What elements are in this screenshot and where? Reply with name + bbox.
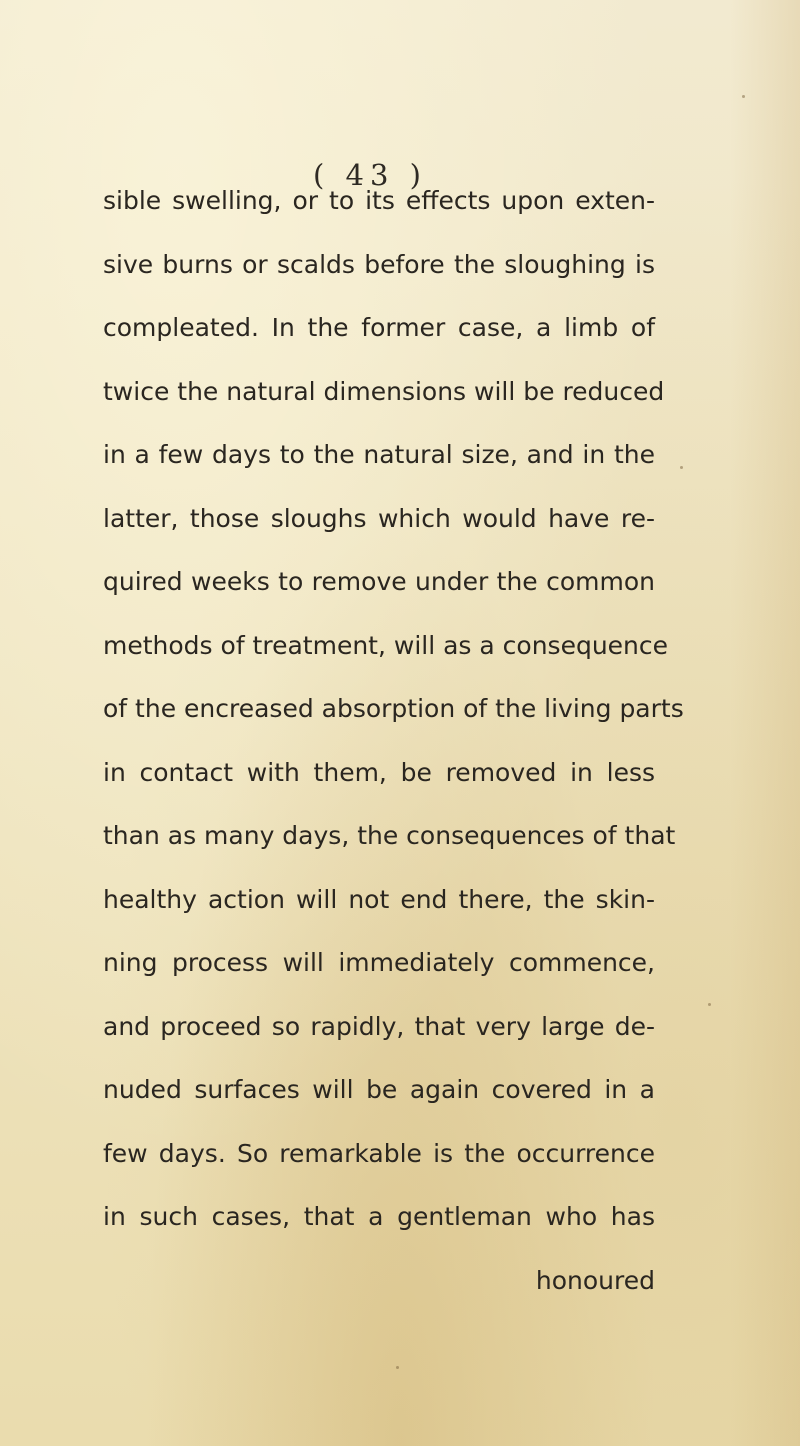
catchword: honoured — [535, 1266, 655, 1295]
text-line-12: healthy action will not end there, the skin- — [103, 885, 655, 914]
paper-speck — [680, 466, 683, 469]
paper-speck — [708, 1003, 711, 1006]
paper-speck — [396, 1366, 399, 1369]
text-line-9: of the encreased absorption of the living parts — [103, 694, 684, 723]
text-line-13: ning process will immediately commence, — [103, 948, 655, 977]
text-line-10: in contact with them, be removed in less — [103, 758, 655, 787]
text-line-17: in such cases, that a gentleman who has — [103, 1202, 655, 1231]
page-edge-shading — [730, 0, 800, 1446]
text-line-11: than as many days, the consequences of that — [103, 821, 676, 850]
text-line-1: sible swelling, or to its effects upon exten- — [103, 186, 655, 215]
text-line-7: quired weeks to remove under the common — [103, 567, 655, 596]
paper-speck — [742, 95, 745, 98]
text-line-4: twice the natural dimensions will be reduced — [103, 377, 665, 406]
text-line-16: few days. So remarkable is the occurrence — [103, 1139, 655, 1168]
text-line-8: methods of treatment, will as a consequence — [103, 631, 669, 660]
page-number: ( 43 ) — [313, 158, 427, 192]
text-line-5: in a few days to the natural size, and in the — [103, 440, 655, 469]
text-line-14: and proceed so rapidly, that very large de- — [103, 1012, 655, 1041]
text-line-2: sive burns or scalds before the sloughing is — [103, 250, 655, 279]
text-line-6: latter, those sloughs which would have re- — [103, 504, 655, 533]
text-line-3: compleated. In the former case, a limb of — [103, 313, 655, 342]
text-line-15: nuded surfaces will be again covered in a — [103, 1075, 655, 1104]
